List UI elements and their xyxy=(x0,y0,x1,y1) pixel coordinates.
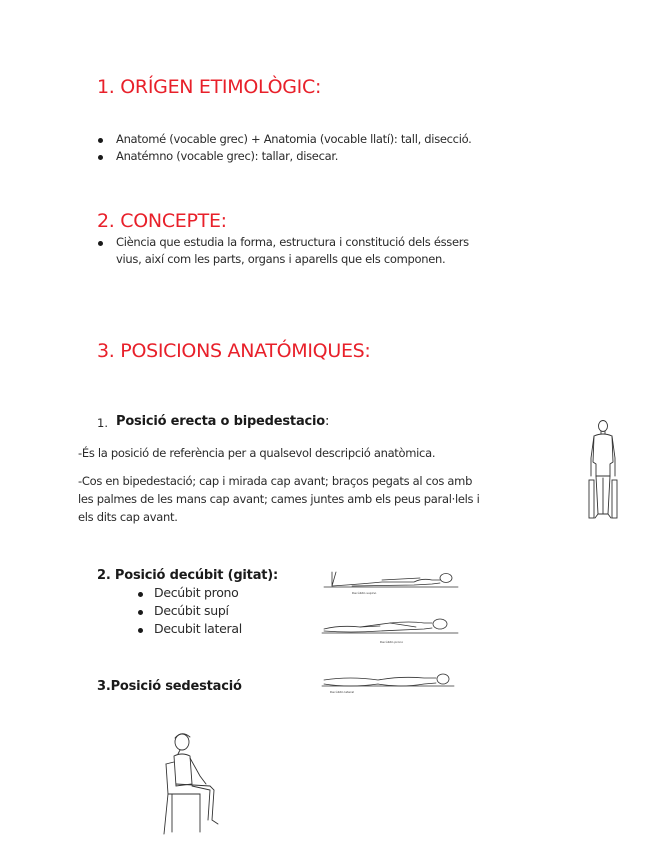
bullet-icon xyxy=(138,610,143,615)
supine-caption: Decúbito supino xyxy=(352,591,377,595)
supine-figure-image xyxy=(322,566,460,596)
bullet-icon xyxy=(98,241,103,246)
etymology-bullet-1: Anatomé (vocable grec) + Anatomia (vocable llatí): tall, disecció. xyxy=(116,132,472,146)
section-2-heading xyxy=(97,210,227,232)
position-1-para-1: -És la posició de referència per a qualsevol descripció anatòmica. xyxy=(78,446,436,460)
position-2-item-3: Decubit lateral xyxy=(154,621,242,636)
position-1-para-2-line-1: -Cos en bipedestació; cap i mirada cap avant; braços pegats al cos amb xyxy=(78,474,473,488)
position-1-title-text: Posició erecta o bipedestacio xyxy=(116,414,326,429)
prone-figure-image xyxy=(320,613,460,647)
section-2-number: 2. xyxy=(97,210,115,232)
position-2-number: 2. xyxy=(97,568,111,583)
concept-line-2: vius, així com les parts, organs i aparells que els componen. xyxy=(116,252,446,266)
standing-figure-image xyxy=(583,418,623,524)
lateral-figure-image xyxy=(320,670,456,696)
concept-line-1: Ciència que estudia la forma, estructura i constitució dels éssers xyxy=(116,235,469,249)
position-1-para-2-line-3: els dits cap avant. xyxy=(78,510,178,524)
position-1-title xyxy=(116,414,329,429)
bullet-icon xyxy=(138,592,143,597)
prone-caption: Decúbito prono xyxy=(380,640,404,644)
section-1-heading xyxy=(97,76,321,98)
section-3-title: POSICIONS ANATÓMIQUES: xyxy=(120,340,371,362)
position-2-item-2: Decúbit supí xyxy=(154,603,229,618)
etymology-bullet-2: Anatémno (vocable grec): tallar, disecar. xyxy=(116,149,339,163)
position-1-title-suffix: : xyxy=(325,414,330,429)
section-1-number: 1. xyxy=(97,76,115,98)
position-2-item-1: Decúbit prono xyxy=(154,585,239,600)
seated-figure-image xyxy=(160,728,232,836)
position-2-heading xyxy=(97,568,278,583)
position-3-title: 3.Posició sedestació xyxy=(97,679,242,694)
section-3-number: 3. xyxy=(97,340,115,362)
bullet-icon xyxy=(138,628,143,633)
position-2-title: Posició decúbit (gitat): xyxy=(114,568,279,583)
section-2-title: CONCEPTE: xyxy=(120,210,227,232)
section-3-heading xyxy=(97,340,371,362)
bullet-icon xyxy=(98,155,103,160)
bullet-icon xyxy=(98,138,103,143)
position-1-number: 1. xyxy=(97,416,108,430)
lateral-caption: Decúbito lateral xyxy=(330,690,355,694)
section-1-title: ORÍGEN ETIMOLÒGIC: xyxy=(120,76,322,98)
position-1-para-2-line-2: les palmes de les mans cap avant; cames juntes amb els peus paral·lels i xyxy=(78,492,480,506)
